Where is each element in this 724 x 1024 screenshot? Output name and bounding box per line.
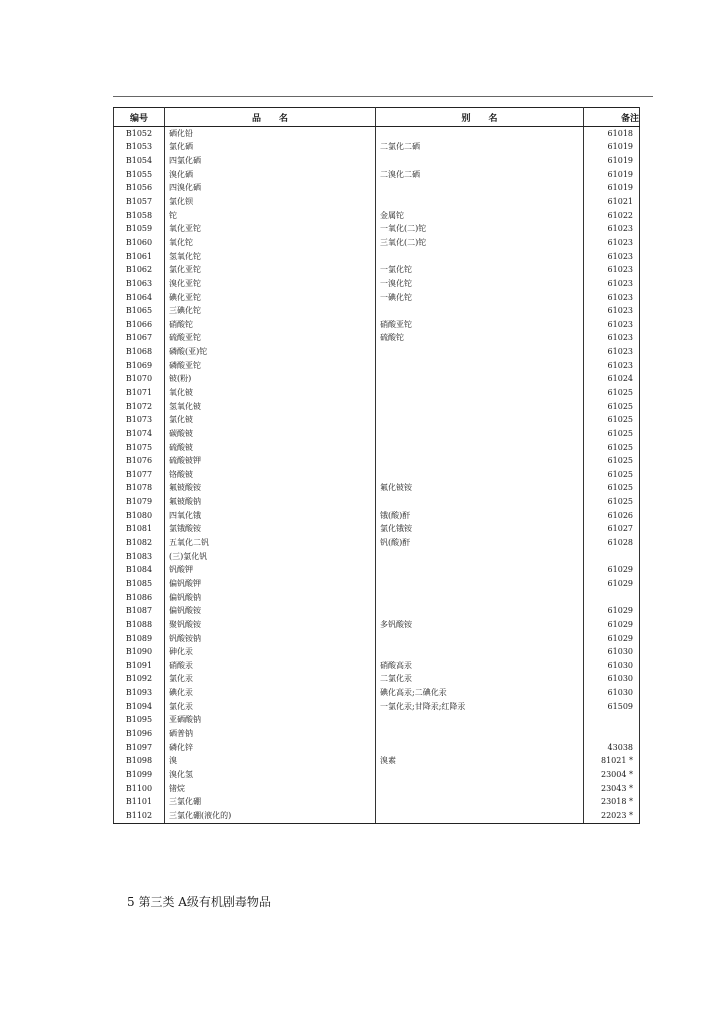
cell-remark: 61029 <box>584 564 640 578</box>
cell-name: 偏钒酸钾 <box>165 577 376 591</box>
cell-code: B1070 <box>114 373 165 387</box>
cell-remark: 61025 <box>584 427 640 441</box>
cell-code: B1092 <box>114 673 165 687</box>
cell-alias: 一碘化铊 <box>376 291 584 305</box>
cell-name: 三氯化硼(液化的) <box>165 809 376 823</box>
table-row <box>114 236 640 250</box>
table-body <box>114 127 640 824</box>
cell-name: 氯化铍 <box>165 413 376 427</box>
cell-remark: 61023 <box>584 291 640 305</box>
cell-code: B1052 <box>114 127 165 141</box>
cell-name: 硝酸汞 <box>165 659 376 673</box>
cell-code: B1062 <box>114 263 165 277</box>
cell-name: 氯化汞 <box>165 700 376 714</box>
cell-alias <box>376 304 584 318</box>
cell-alias: 一氯化铊 <box>376 263 584 277</box>
table-row <box>114 659 640 673</box>
cell-remark: 61027 <box>584 523 640 537</box>
cell-code: B1053 <box>114 141 165 155</box>
cell-alias <box>376 359 584 373</box>
cell-name: 铬酸铍 <box>165 468 376 482</box>
table-row <box>114 250 640 264</box>
cell-name: 硝酸铊 <box>165 318 376 332</box>
table-row <box>114 550 640 564</box>
cell-remark: 61023 <box>584 318 640 332</box>
cell-remark: 61029 <box>584 632 640 646</box>
cell-alias <box>376 182 584 196</box>
table-row <box>114 673 640 687</box>
table-row <box>114 700 640 714</box>
cell-name: 偏钒酸铵 <box>165 604 376 618</box>
cell-alias: 硝酸高汞 <box>376 659 584 673</box>
table-row <box>114 413 640 427</box>
cell-name: 氯化钡 <box>165 195 376 209</box>
cell-name: 溴 <box>165 754 376 768</box>
cell-remark: 61030 <box>584 645 640 659</box>
table-row <box>114 291 640 305</box>
cell-name: 氢氧化铊 <box>165 250 376 264</box>
cell-alias: 溴素 <box>376 754 584 768</box>
table-row <box>114 618 640 632</box>
cell-code: B1093 <box>114 686 165 700</box>
cell-alias <box>376 454 584 468</box>
cell-remark <box>584 727 640 741</box>
cell-alias <box>376 427 584 441</box>
cell-code: B1059 <box>114 222 165 236</box>
cell-alias <box>376 727 584 741</box>
cell-code: B1063 <box>114 277 165 291</box>
cell-alias: 硝酸亚铊 <box>376 318 584 332</box>
cell-remark: 61023 <box>584 359 640 373</box>
cell-alias <box>376 714 584 728</box>
cell-alias <box>376 386 584 400</box>
table-row <box>114 468 640 482</box>
cell-alias <box>376 632 584 646</box>
table-row <box>114 182 640 196</box>
cell-alias <box>376 741 584 755</box>
cell-remark: 61023 <box>584 222 640 236</box>
table-row <box>114 809 640 823</box>
cell-name: 磷酸亚铊 <box>165 359 376 373</box>
cell-remark: 61025 <box>584 413 640 427</box>
cell-alias <box>376 127 584 141</box>
table-row <box>114 373 640 387</box>
cell-code: B1058 <box>114 209 165 223</box>
cell-alias <box>376 373 584 387</box>
cell-alias: 三氧化(二)铊 <box>376 236 584 250</box>
table-row <box>114 304 640 318</box>
cell-name: 氧化铍 <box>165 386 376 400</box>
cell-code: B1101 <box>114 795 165 809</box>
cell-remark: 61030 <box>584 686 640 700</box>
cell-remark: 61023 <box>584 332 640 346</box>
cell-alias <box>376 604 584 618</box>
cell-alias: 金属铊 <box>376 209 584 223</box>
cell-alias: 一溴化铊 <box>376 277 584 291</box>
cell-code: B1067 <box>114 332 165 346</box>
cell-alias: 氯化锇铵 <box>376 523 584 537</box>
cell-remark: 61022 <box>584 209 640 223</box>
cell-name: 砷化汞 <box>165 645 376 659</box>
table-row <box>114 509 640 523</box>
cell-alias: 锇(酸)酐 <box>376 509 584 523</box>
cell-name: 硫酸铍 <box>165 441 376 455</box>
table-row <box>114 386 640 400</box>
table-row <box>114 222 640 236</box>
cell-name: 聚钒酸铵 <box>165 618 376 632</box>
cell-name: 氧化铊 <box>165 236 376 250</box>
cell-code: B1065 <box>114 304 165 318</box>
table-row <box>114 195 640 209</box>
cell-name: 磷化锌 <box>165 741 376 755</box>
cell-code: B1096 <box>114 727 165 741</box>
cell-name: 四氯化硒 <box>165 154 376 168</box>
cell-alias <box>376 577 584 591</box>
cell-alias <box>376 795 584 809</box>
cell-remark: 61025 <box>584 482 640 496</box>
table-row <box>114 782 640 796</box>
cell-code: B1094 <box>114 700 165 714</box>
table-row <box>114 154 640 168</box>
cell-alias <box>376 495 584 509</box>
cell-code: B1102 <box>114 809 165 823</box>
cell-remark: 61019 <box>584 168 640 182</box>
cell-code: B1076 <box>114 454 165 468</box>
cell-code: B1091 <box>114 659 165 673</box>
cell-alias <box>376 645 584 659</box>
table-row <box>114 441 640 455</box>
table-row <box>114 209 640 223</box>
cell-name: 硒普钠 <box>165 727 376 741</box>
cell-alias: 碘化高汞;二碘化汞 <box>376 686 584 700</box>
cell-code: B1097 <box>114 741 165 755</box>
cell-alias <box>376 345 584 359</box>
cell-remark: 61030 <box>584 673 640 687</box>
table-row <box>114 645 640 659</box>
cell-name: 五氧化二钒 <box>165 536 376 550</box>
cell-name: 硒化铅 <box>165 127 376 141</box>
cell-alias <box>376 154 584 168</box>
cell-remark: 61019 <box>584 141 640 155</box>
table-row <box>114 536 640 550</box>
cell-name: 碘化汞 <box>165 686 376 700</box>
cell-alias: 二氯化汞 <box>376 673 584 687</box>
table-row <box>114 591 640 605</box>
cell-remark: 61024 <box>584 373 640 387</box>
table-row <box>114 795 640 809</box>
cell-alias: 硫酸铊 <box>376 332 584 346</box>
cell-name: 锗烷 <box>165 782 376 796</box>
table-row <box>114 400 640 414</box>
cell-name: 四氧化锇 <box>165 509 376 523</box>
header-alias: 别 名 <box>376 108 584 127</box>
cell-code: B1085 <box>114 577 165 591</box>
cell-code: B1060 <box>114 236 165 250</box>
table-row <box>114 359 640 373</box>
cell-remark: 61029 <box>584 618 640 632</box>
cell-code: B1069 <box>114 359 165 373</box>
cell-remark: 61025 <box>584 454 640 468</box>
cell-remark: 23018 * <box>584 795 640 809</box>
cell-code: B1072 <box>114 400 165 414</box>
cell-remark: 61023 <box>584 250 640 264</box>
cell-remark: 23043 * <box>584 782 640 796</box>
header-code: 编号 <box>114 108 165 127</box>
cell-name: 氟铍酸铵 <box>165 482 376 496</box>
cell-remark: 61030 <box>584 659 640 673</box>
table-row <box>114 277 640 291</box>
cell-code: B1080 <box>114 509 165 523</box>
cell-name: 三氯化硼 <box>165 795 376 809</box>
cell-name: 溴化氢 <box>165 768 376 782</box>
cell-alias <box>376 250 584 264</box>
table-row <box>114 632 640 646</box>
cell-code: B1078 <box>114 482 165 496</box>
cell-remark: 23004 * <box>584 768 640 782</box>
cell-remark: 61023 <box>584 304 640 318</box>
hazard-table <box>113 107 640 824</box>
table-row <box>114 686 640 700</box>
cell-name: 亚硒酸钠 <box>165 714 376 728</box>
table-row <box>114 768 640 782</box>
cell-alias <box>376 413 584 427</box>
cell-code: B1075 <box>114 441 165 455</box>
cell-code: B1054 <box>114 154 165 168</box>
cell-remark: 61023 <box>584 236 640 250</box>
table-row <box>114 168 640 182</box>
cell-code: B1084 <box>114 564 165 578</box>
table-row <box>114 754 640 768</box>
cell-name: 三碘化铊 <box>165 304 376 318</box>
cell-name: 碘化亚铊 <box>165 291 376 305</box>
cell-remark: 61025 <box>584 441 640 455</box>
table-row <box>114 318 640 332</box>
cell-remark <box>584 591 640 605</box>
cell-code: B1079 <box>114 495 165 509</box>
table-row <box>114 727 640 741</box>
cell-code: B1100 <box>114 782 165 796</box>
cell-code: B1061 <box>114 250 165 264</box>
header-remark: 备注 <box>584 108 640 127</box>
cell-name: 氯锇酸铵 <box>165 523 376 537</box>
cell-name: 碳酸铍 <box>165 427 376 441</box>
cell-alias <box>376 400 584 414</box>
table-row <box>114 127 640 141</box>
cell-code: B1066 <box>114 318 165 332</box>
cell-remark: 61023 <box>584 277 640 291</box>
table-row <box>114 495 640 509</box>
cell-code: B1089 <box>114 632 165 646</box>
cell-name: 溴化硒 <box>165 168 376 182</box>
cell-name: 氢氧化铍 <box>165 400 376 414</box>
cell-alias: 一氯化汞;甘降汞;红降汞 <box>376 700 584 714</box>
table-row <box>114 523 640 537</box>
cell-name: 四溴化硒 <box>165 182 376 196</box>
cell-remark <box>584 550 640 564</box>
cell-code: B1099 <box>114 768 165 782</box>
header-name: 品 名 <box>165 108 376 127</box>
table-row <box>114 604 640 618</box>
cell-code: B1056 <box>114 182 165 196</box>
cell-alias: 多钒酸铵 <box>376 618 584 632</box>
cell-code: B1098 <box>114 754 165 768</box>
cell-code: B1064 <box>114 291 165 305</box>
cell-remark: 61025 <box>584 386 640 400</box>
table-row <box>114 564 640 578</box>
cell-code: B1082 <box>114 536 165 550</box>
cell-remark: 61029 <box>584 604 640 618</box>
section-footer: 5 第三类 A级有机剧毒物品 <box>127 895 271 909</box>
cell-alias: 二溴化二硒 <box>376 168 584 182</box>
cell-remark: 61025 <box>584 400 640 414</box>
cell-remark: 22023 * <box>584 809 640 823</box>
cell-name: 氯化亚铊 <box>165 263 376 277</box>
cell-code: B1055 <box>114 168 165 182</box>
cell-alias: 氟化铍铵 <box>376 482 584 496</box>
cell-name: 硫酸亚铊 <box>165 332 376 346</box>
cell-code: B1087 <box>114 604 165 618</box>
cell-name: 磷酸(亚)铊 <box>165 345 376 359</box>
cell-code: B1068 <box>114 345 165 359</box>
cell-name: 氟铍酸钠 <box>165 495 376 509</box>
cell-code: B1074 <box>114 427 165 441</box>
cell-alias: 钒(酸)酐 <box>376 536 584 550</box>
cell-alias <box>376 591 584 605</box>
cell-remark: 61026 <box>584 509 640 523</box>
cell-remark: 61023 <box>584 263 640 277</box>
cell-alias <box>376 550 584 564</box>
cell-name: 氯化硒 <box>165 141 376 155</box>
cell-name: 钒酸铵钠 <box>165 632 376 646</box>
cell-code: B1088 <box>114 618 165 632</box>
cell-remark: 81021 * <box>584 754 640 768</box>
cell-alias <box>376 809 584 823</box>
cell-remark: 61028 <box>584 536 640 550</box>
cell-name: 钒酸钾 <box>165 564 376 578</box>
cell-alias <box>376 768 584 782</box>
cell-alias <box>376 468 584 482</box>
table-row <box>114 714 640 728</box>
cell-remark: 61509 <box>584 700 640 714</box>
cell-alias: 二氯化二硒 <box>376 141 584 155</box>
cell-alias: 一氧化(二)铊 <box>376 222 584 236</box>
cell-remark: 61018 <box>584 127 640 141</box>
cell-remark: 61023 <box>584 345 640 359</box>
cell-name: 硫酸铍钾 <box>165 454 376 468</box>
cell-name: 氯化汞 <box>165 673 376 687</box>
table-row <box>114 332 640 346</box>
cell-remark: 61019 <box>584 154 640 168</box>
cell-name: (三)氯化钒 <box>165 550 376 564</box>
cell-code: B1083 <box>114 550 165 564</box>
cell-code: B1057 <box>114 195 165 209</box>
cell-name: 铍(粉) <box>165 373 376 387</box>
table-row <box>114 741 640 755</box>
table-row <box>114 454 640 468</box>
cell-remark: 61029 <box>584 577 640 591</box>
cell-name: 氧化亚铊 <box>165 222 376 236</box>
cell-name: 铊 <box>165 209 376 223</box>
cell-alias <box>376 441 584 455</box>
table-header-row <box>114 108 640 127</box>
cell-code: B1073 <box>114 413 165 427</box>
cell-alias <box>376 564 584 578</box>
cell-name: 偏钒酸钠 <box>165 591 376 605</box>
cell-code: B1090 <box>114 645 165 659</box>
table-row <box>114 427 640 441</box>
cell-code: B1081 <box>114 523 165 537</box>
cell-remark <box>584 714 640 728</box>
table-row <box>114 141 640 155</box>
cell-alias <box>376 195 584 209</box>
cell-remark: 61021 <box>584 195 640 209</box>
table-row <box>114 482 640 496</box>
table-row <box>114 577 640 591</box>
cell-code: B1071 <box>114 386 165 400</box>
cell-code: B1086 <box>114 591 165 605</box>
table-row <box>114 345 640 359</box>
cell-code: B1077 <box>114 468 165 482</box>
table-row <box>114 263 640 277</box>
cell-alias <box>376 782 584 796</box>
cell-remark: 61025 <box>584 495 640 509</box>
top-rule <box>113 96 653 97</box>
cell-remark: 61025 <box>584 468 640 482</box>
cell-name: 溴化亚铊 <box>165 277 376 291</box>
cell-code: B1095 <box>114 714 165 728</box>
cell-remark: 61019 <box>584 182 640 196</box>
cell-remark: 43038 <box>584 741 640 755</box>
